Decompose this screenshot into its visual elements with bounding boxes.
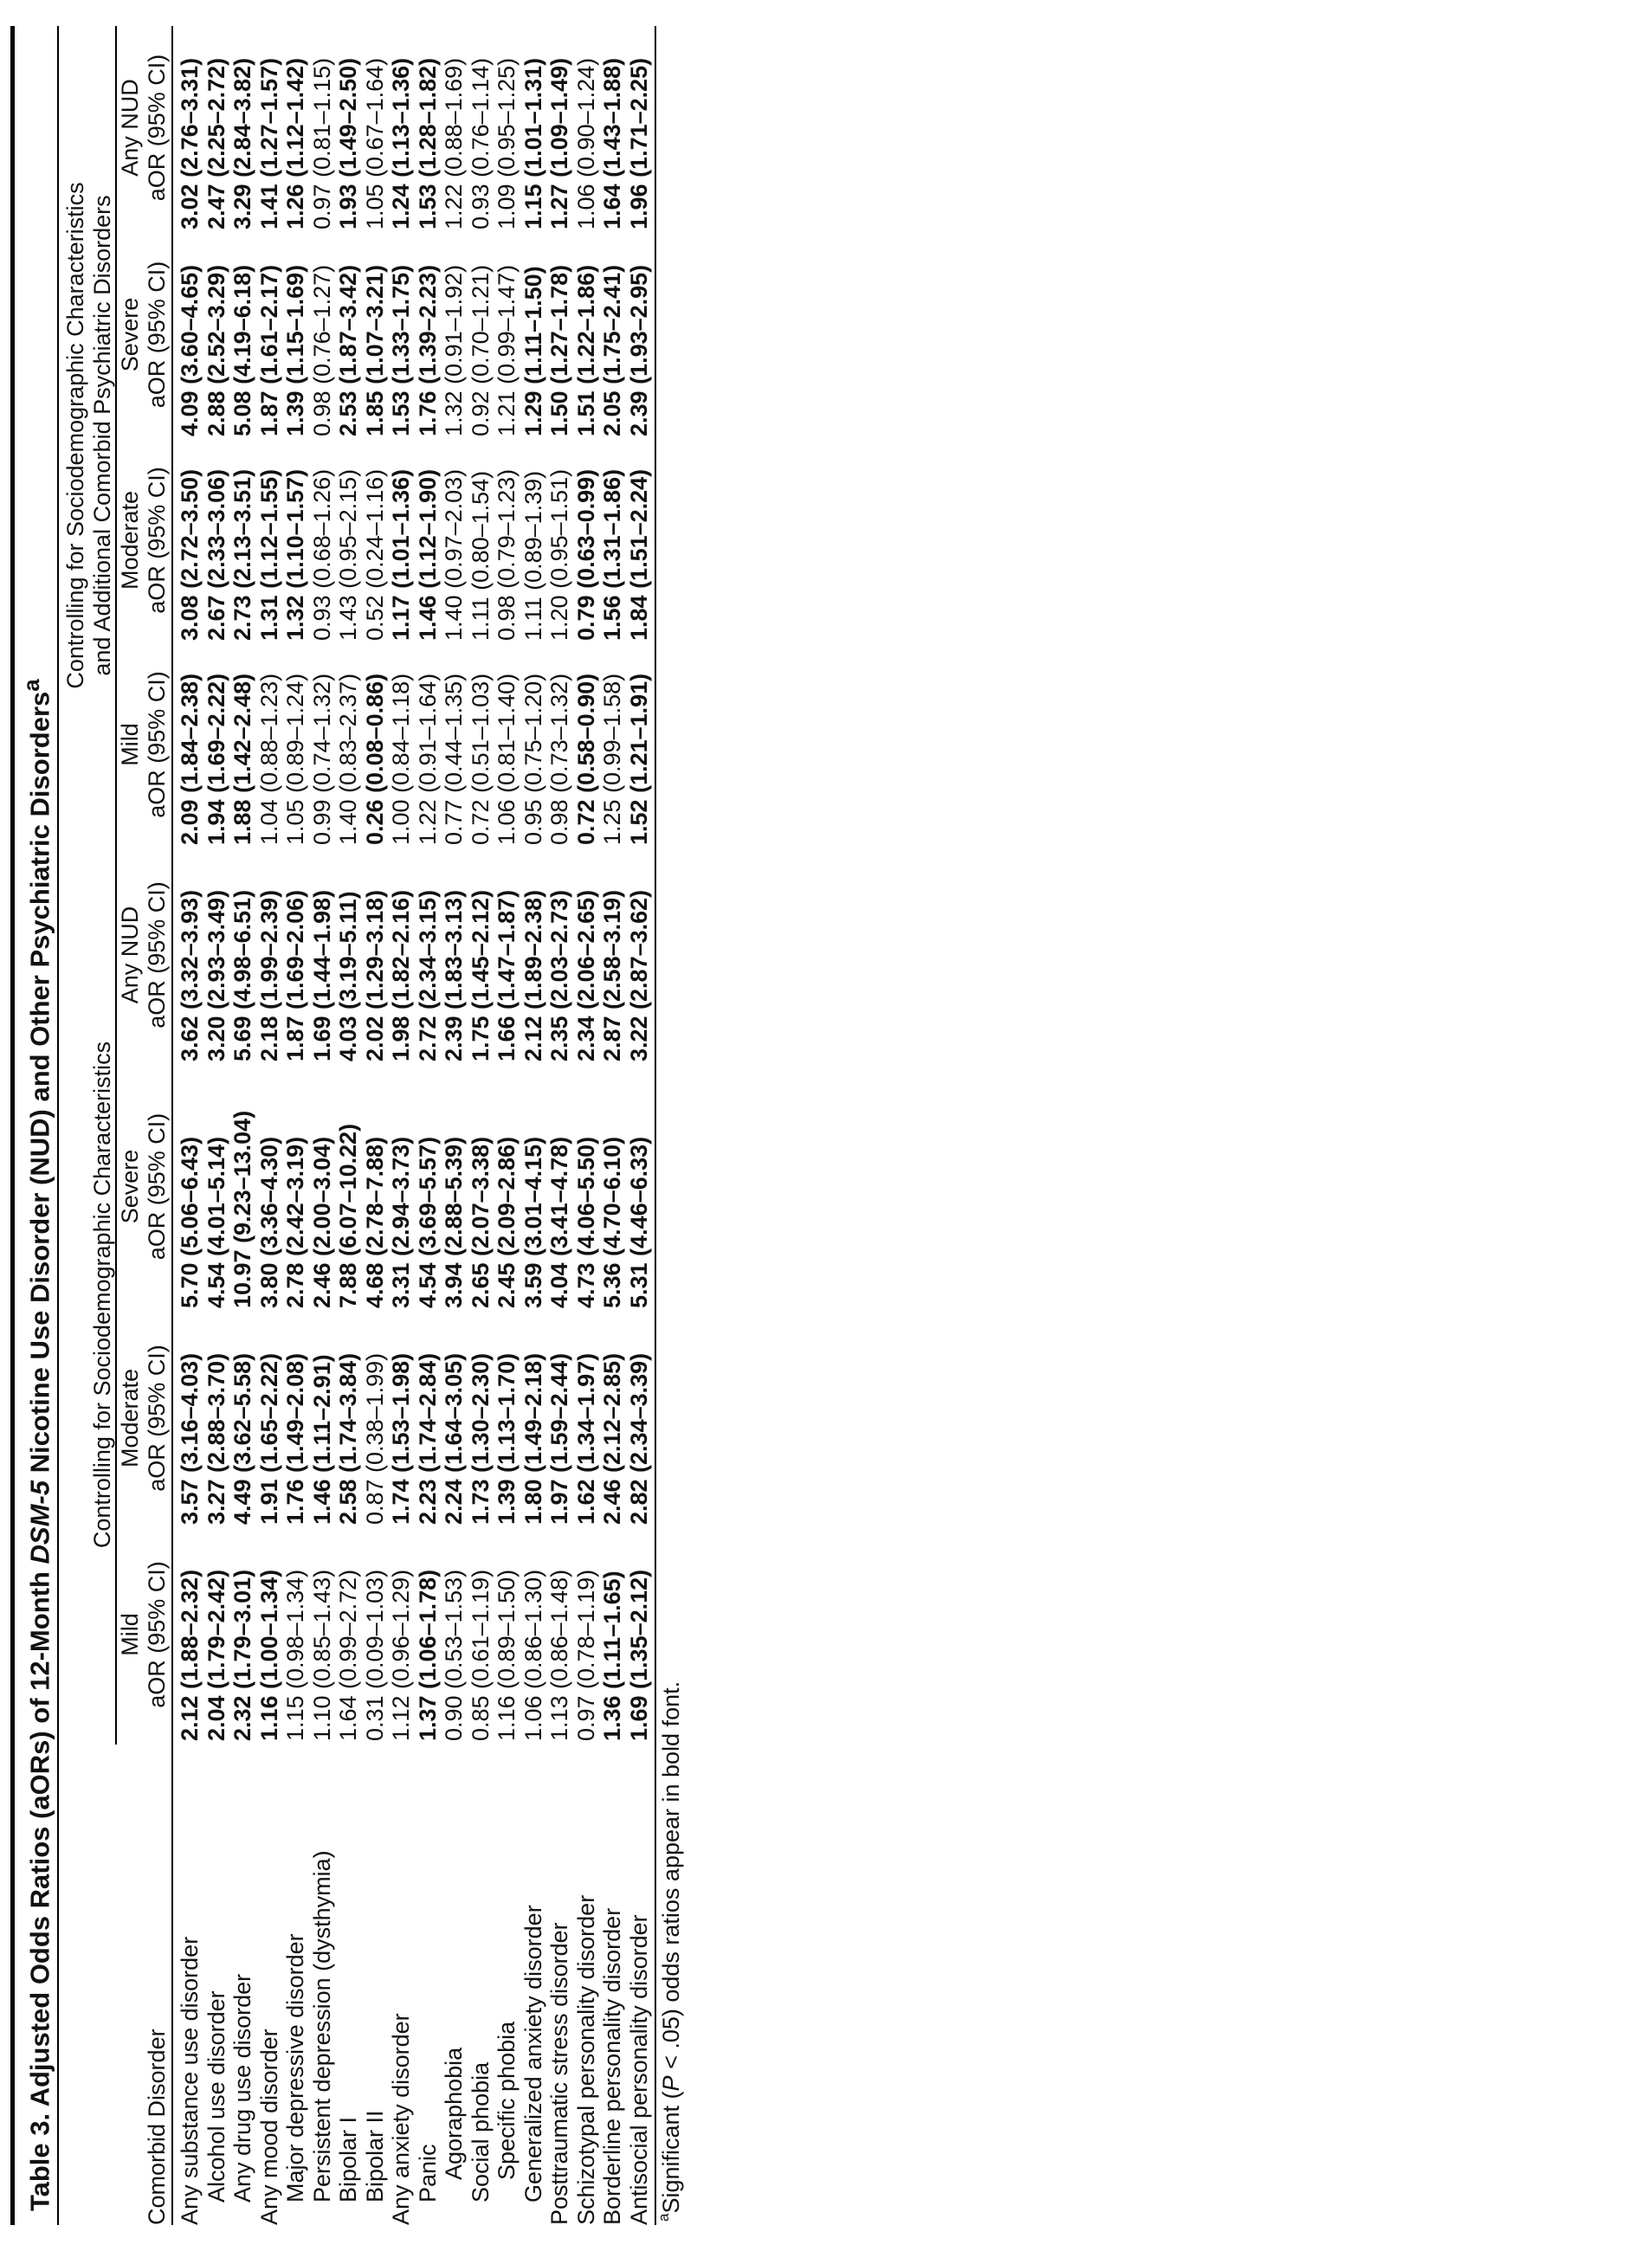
aor-value-cell: 3.57 (3.16–4.03) <box>177 1352 203 1525</box>
aor-value-cell: 4.54 (3.69–5.57) <box>414 1136 441 1308</box>
aor-value-cell: 1.15 (1.01–1.31) <box>519 57 546 229</box>
aor-value-cell: 1.11 (0.80–1.54) <box>467 470 494 641</box>
aor-value-cell: 1.10 (0.85–1.43) <box>308 1569 335 1741</box>
stat-header: aOR (95% CI) <box>144 848 173 1065</box>
disorder-name-cell: Any drug use disorder <box>229 1973 256 2203</box>
aor-value-cell: 4.54 (4.01–5.14) <box>203 1136 229 1308</box>
aor-value-cell: 1.06 (0.81–1.40) <box>494 673 520 845</box>
aor-value-cell: 0.52 (0.24–1.16) <box>361 468 388 641</box>
aor-value-cell: 2.73 (2.13–3.51) <box>229 468 256 641</box>
aor-value-cell: 7.88 (6.07–10.22) <box>335 1123 362 1308</box>
aor-value-cell: 1.20 (0.95–1.51) <box>546 468 573 641</box>
aor-value-cell: 2.18 (1.99–2.39) <box>255 889 282 1061</box>
aor-value-cell: 1.91 (1.65–2.22) <box>255 1352 282 1525</box>
aor-value-cell: 1.46 (1.12–1.90) <box>414 468 441 641</box>
aor-value-cell: 1.40 (0.97–2.03) <box>441 468 468 641</box>
aor-value-cell: 1.93 (1.49–2.50) <box>335 57 362 229</box>
table-row <box>599 26 626 2225</box>
aor-value-cell: 2.78 (2.42–3.19) <box>282 1136 309 1308</box>
disorder-name-cell: Bipolar I <box>335 2116 362 2203</box>
severity-header: Severe <box>117 1149 144 1224</box>
aor-value-cell: 0.97 (0.81–1.15) <box>308 57 335 229</box>
odds-ratio-table <box>59 26 656 2225</box>
aor-value-cell: 2.04 (1.79–2.42) <box>203 1569 229 1741</box>
aor-value-cell: 1.00 (0.84–1.18) <box>388 673 415 845</box>
disorder-name-cell: Agoraphobia <box>441 2047 468 2180</box>
aor-value-cell: 5.31 (4.46–6.33) <box>626 1065 656 1312</box>
aor-value-cell: 1.69 (1.44–1.98) <box>308 889 335 1061</box>
stat-header: aOR (95% CI) <box>144 233 173 440</box>
aor-value-cell: 1.66 (1.47–1.87) <box>494 889 520 1061</box>
aor-value-cell: 4.09 (3.60–4.65) <box>177 264 203 436</box>
aor-value-cell: 2.39 (1.83–3.13) <box>441 889 468 1061</box>
aor-value-cell: 0.90 (0.53–1.53) <box>441 1569 468 1741</box>
aor-value-cell: 2.53 (1.87–3.42) <box>335 264 362 436</box>
aor-value-cell: 1.40 (0.83–2.37) <box>335 673 362 845</box>
aor-value-cell: 1.17 (1.01–1.36) <box>388 468 415 641</box>
aor-value-cell: 1.43 (0.95–2.15) <box>335 468 362 641</box>
aor-value-cell: 1.05 (0.89–1.24) <box>282 673 309 845</box>
aor-value-cell: 0.72 (0.58–0.90) <box>572 673 599 845</box>
aor-value-cell: 2.46 (2.00–3.04) <box>308 1136 335 1308</box>
aor-value-cell: 3.59 (3.01–4.15) <box>519 1136 546 1308</box>
aor-value-cell: 1.26 (1.12–1.42) <box>282 57 309 229</box>
aor-value-cell: 1.73 (1.30–2.30) <box>467 1352 494 1525</box>
aor-value-cell: 2.72 (2.34–3.15) <box>414 889 441 1061</box>
aor-value-cell: 4.73 (4.06–5.50) <box>572 1136 599 1308</box>
aor-value-cell: 1.87 (1.69–2.06) <box>282 889 309 1061</box>
disorder-name-cell: Social phobia <box>467 2061 494 2203</box>
aor-value-cell: 1.27 (1.09–1.49) <box>546 57 573 229</box>
severity-header: Mild <box>117 723 144 766</box>
footnote-suffix: < .05) odds ratios appear in bold font. <box>658 1680 685 2076</box>
aor-value-cell: 0.93 (0.68–1.26) <box>308 468 335 641</box>
group-header-blank <box>59 1745 116 2225</box>
aor-value-cell: 2.24 (1.64–3.05) <box>441 1352 468 1525</box>
aor-value-cell: 2.12 (1.88–2.32) <box>177 1569 203 1741</box>
title-suffix: Nicotine Use Disorder (NUD) and Other Psychiatric Disorders <box>24 691 55 1481</box>
title-italic: DSM-5 <box>24 1480 55 1564</box>
table-row <box>203 26 230 2225</box>
aor-value-cell: 1.96 (1.71–2.25) <box>626 26 656 233</box>
aor-value-cell: 1.04 (0.88–1.23) <box>255 673 282 845</box>
aor-value-cell: 1.06 (0.86–1.30) <box>519 1569 546 1741</box>
aor-value-cell: 2.58 (1.74–3.84) <box>335 1352 362 1525</box>
title-footnote-mark: a <box>20 679 44 692</box>
aor-value-cell: 1.32 (0.91–1.92) <box>441 264 468 436</box>
aor-value-cell: 1.09 (0.95–1.25) <box>494 57 520 229</box>
aor-value-cell: 4.04 (3.41–4.78) <box>546 1136 573 1308</box>
severity-header: Severe <box>117 297 144 372</box>
aor-value-cell: 1.36 (1.11–1.65) <box>599 1571 626 1741</box>
aor-value-cell: 1.97 (1.59–2.44) <box>546 1352 573 1525</box>
table-row <box>335 26 362 2225</box>
group2-header <box>59 26 116 848</box>
disorder-name-cell: Any substance use disorder <box>177 1936 203 2225</box>
aor-value-cell: 1.76 (1.39–2.23) <box>414 264 441 436</box>
table-head <box>59 26 172 2225</box>
disorder-name-cell: Generalized anxiety disorder <box>519 1905 546 2203</box>
aor-value-cell: 2.23 (1.74–2.84) <box>414 1352 441 1525</box>
aor-value-cell: 4.03 (3.19–5.11) <box>335 891 362 1061</box>
aor-value-cell: 2.65 (2.07–3.38) <box>467 1136 494 1308</box>
disorder-name-cell: Alcohol use disorder <box>203 1990 229 2203</box>
disorder-name-cell: Antisocial personality disorder <box>626 1745 656 2225</box>
aor-value-cell: 1.80 (1.49–2.18) <box>519 1352 546 1525</box>
group2-line1: Controlling for Sociodemographic Characteristics <box>62 182 89 689</box>
aor-value-cell: 1.75 (1.45–2.12) <box>467 889 494 1061</box>
aor-value-cell: 2.32 (1.79–3.01) <box>229 1569 256 1741</box>
table-footnote <box>656 26 686 2225</box>
aor-value-cell: 2.12 (1.89–2.38) <box>519 889 546 1061</box>
aor-value-cell: 1.11 (0.89–1.39) <box>519 470 546 641</box>
aor-value-cell: 1.56 (1.31–1.86) <box>599 468 626 641</box>
aor-value-cell: 2.39 (1.93–2.95) <box>626 233 656 440</box>
aor-value-cell: 0.97 (0.78–1.19) <box>572 1569 599 1741</box>
aor-value-cell: 2.45 (2.09–2.86) <box>494 1136 520 1308</box>
aor-value-cell: 0.98 (0.76–1.27) <box>308 264 335 436</box>
aor-value-cell: 10.97 (9.23–13.04) <box>229 1110 256 1308</box>
disorder-name-cell: Bipolar II <box>361 2110 388 2203</box>
aor-value-cell: 2.09 (1.84–2.38) <box>177 673 203 845</box>
disorder-name-cell: Any anxiety disorder <box>388 2013 415 2225</box>
table-row <box>256 26 283 2225</box>
aor-value-cell: 0.98 (0.79–1.23) <box>494 468 520 641</box>
aor-value-cell: 1.29 (1.11–1.50) <box>519 266 546 436</box>
table-row <box>494 26 520 2225</box>
aor-value-cell: 0.98 (0.73–1.32) <box>546 673 573 845</box>
table-row <box>573 26 600 2225</box>
aor-value-cell: 3.29 (2.84–3.82) <box>229 57 256 229</box>
aor-value-cell: 1.37 (1.06–1.78) <box>414 1569 441 1741</box>
aor-value-cell: 1.52 (1.21–1.91) <box>626 644 656 848</box>
aor-value-cell: 1.41 (1.27–1.57) <box>255 57 282 229</box>
aor-value-cell: 1.24 (1.13–1.36) <box>388 57 415 229</box>
title-prefix: Table 3. Adjusted Odds Ratios (aORs) of 12-Month <box>24 1564 55 2211</box>
stat-header: aOR (95% CI) <box>144 26 173 233</box>
aor-value-cell: 3.80 (3.36–4.30) <box>255 1136 282 1308</box>
aor-value-cell: 0.31 (0.09–1.03) <box>361 1569 388 1741</box>
aor-value-cell: 1.94 (1.69–2.22) <box>203 673 229 845</box>
aor-value-cell: 1.12 (0.96–1.29) <box>388 1569 415 1741</box>
stat-header: aOR (95% CI) <box>144 644 173 848</box>
severity-header: Any NUD <box>117 906 144 1004</box>
aor-value-cell: 0.92 (0.70–1.21) <box>467 264 494 436</box>
row-label-header: Comorbid Disorder <box>144 1745 173 2225</box>
table-title <box>10 26 59 2225</box>
table-row <box>172 26 203 2225</box>
aor-value-cell: 3.20 (2.93–3.49) <box>203 889 229 1061</box>
table-row <box>441 26 468 2225</box>
aor-value-cell: 0.77 (0.44–1.35) <box>441 673 468 845</box>
aor-value-cell: 1.88 (1.42–2.48) <box>229 673 256 845</box>
severity-header: Any NUD <box>117 79 144 177</box>
aor-value-cell: 3.22 (2.87–3.62) <box>626 848 656 1065</box>
severity-header-blank <box>116 1745 144 2225</box>
aor-value-cell: 4.68 (2.78–7.88) <box>361 1136 388 1308</box>
stat-header: aOR (95% CI) <box>144 440 173 644</box>
table-row <box>362 26 389 2225</box>
aor-value-cell: 3.02 (2.76–3.31) <box>177 57 203 229</box>
aor-value-cell: 1.51 (1.22–1.86) <box>572 264 599 436</box>
aor-value-cell: 1.87 (1.61–2.17) <box>255 264 282 436</box>
aor-value-cell: 0.93 (0.76–1.14) <box>467 57 494 229</box>
aor-value-cell: 0.87 (0.38–1.99) <box>361 1352 388 1525</box>
aor-value-cell: 1.16 (0.89–1.50) <box>494 1569 520 1741</box>
footnote-prefix: Significant ( <box>658 2091 685 2214</box>
aor-value-cell: 1.69 (1.35–2.12) <box>626 1528 656 1745</box>
aor-value-cell: 0.85 (0.61–1.19) <box>467 1569 494 1741</box>
aor-value-cell: 1.25 (0.99–1.58) <box>599 673 626 845</box>
aor-value-cell: 1.21 (0.99–1.47) <box>494 264 520 436</box>
stat-header-row <box>144 26 173 2225</box>
aor-value-cell: 0.95 (0.75–1.20) <box>519 673 546 845</box>
aor-value-cell: 0.99 (0.74–1.32) <box>308 673 335 845</box>
table-row <box>415 26 442 2225</box>
aor-value-cell: 0.26 (0.08–0.86) <box>361 673 388 845</box>
group-header-row <box>59 26 116 2225</box>
table-row <box>309 26 336 2225</box>
aor-value-cell: 1.13 (0.86–1.48) <box>546 1569 573 1741</box>
aor-value-cell: 1.53 (1.33–1.75) <box>388 264 415 436</box>
aor-value-cell: 1.62 (1.34–1.97) <box>572 1352 599 1525</box>
aor-value-cell: 1.05 (0.67–1.64) <box>361 57 388 229</box>
aor-value-cell: 1.64 (0.99–2.72) <box>335 1569 362 1741</box>
aor-value-cell: 1.64 (1.43–1.88) <box>599 57 626 229</box>
table-row <box>520 26 547 2225</box>
table-row <box>282 26 309 2225</box>
table-container <box>10 26 686 2225</box>
aor-value-cell: 5.69 (4.98–6.51) <box>229 889 256 1061</box>
stat-header: aOR (95% CI) <box>144 1528 173 1745</box>
disorder-name-cell: Major depressive disorder <box>282 1933 309 2203</box>
aor-value-cell: 1.06 (0.90–1.24) <box>572 57 599 229</box>
aor-value-cell: 2.35 (2.03–2.73) <box>546 889 573 1061</box>
aor-value-cell: 1.15 (0.98–1.34) <box>282 1569 309 1741</box>
severity-header-row <box>116 26 144 2225</box>
aor-value-cell: 2.88 (2.52–3.29) <box>203 264 229 436</box>
aor-value-cell: 1.76 (1.49–2.08) <box>282 1352 309 1525</box>
severity-header: Moderate <box>117 490 144 590</box>
aor-value-cell: 2.46 (2.12–2.85) <box>599 1352 626 1525</box>
disorder-name-cell: Schizotypal personality disorder <box>572 1894 599 2225</box>
aor-value-cell: 1.53 (1.28–1.82) <box>414 57 441 229</box>
aor-value-cell: 1.16 (1.00–1.34) <box>255 1569 282 1741</box>
footnote-italic: P <box>658 2075 685 2092</box>
footnote-mark: a <box>655 2213 673 2222</box>
aor-value-cell: 1.31 (1.12–1.55) <box>255 468 282 641</box>
aor-value-cell: 3.62 (3.32–3.93) <box>177 889 203 1061</box>
group1-header: Controlling for Sociodemographic Characteristics <box>59 848 116 1745</box>
aor-value-cell: 1.32 (1.10–1.57) <box>282 468 309 641</box>
aor-value-cell: 2.05 (1.75–2.41) <box>599 264 626 436</box>
disorder-name-cell: Specific phobia <box>494 2021 520 2180</box>
aor-value-cell: 2.67 (2.33–3.06) <box>203 468 229 641</box>
aor-value-cell: 5.36 (4.70–6.10) <box>599 1136 626 1308</box>
aor-value-cell: 2.34 (2.06–2.65) <box>572 889 599 1061</box>
aor-value-cell: 3.94 (2.88–5.39) <box>441 1136 468 1308</box>
table-row <box>626 26 656 2225</box>
table-row <box>468 26 494 2225</box>
aor-value-cell: 3.27 (2.88–3.70) <box>203 1352 229 1525</box>
aor-value-cell: 2.02 (1.29–3.18) <box>361 889 388 1061</box>
severity-header: Moderate <box>117 1368 144 1468</box>
aor-value-cell: 0.72 (0.51–1.03) <box>467 673 494 845</box>
table-row <box>546 26 573 2225</box>
aor-value-cell: 1.39 (1.13–1.70) <box>494 1352 520 1525</box>
disorder-name-cell: Posttraumatic stress disorder <box>546 1922 573 2225</box>
aor-value-cell: 1.50 (1.27–1.78) <box>546 264 573 436</box>
aor-value-cell: 1.22 (0.88–1.69) <box>441 57 468 229</box>
aor-value-cell: 1.39 (1.15–1.69) <box>282 264 309 436</box>
stat-header: aOR (95% CI) <box>144 1312 173 1528</box>
aor-value-cell: 1.74 (1.53–1.98) <box>388 1352 415 1525</box>
stat-header: aOR (95% CI) <box>144 1065 173 1312</box>
severity-header: Mild <box>117 1613 144 1656</box>
aor-value-cell: 2.82 (2.34–3.39) <box>626 1312 656 1528</box>
aor-value-cell: 1.85 (1.07–3.21) <box>361 264 388 436</box>
table-row <box>229 26 256 2225</box>
disorder-name-cell: Any mood disorder <box>255 2028 282 2225</box>
aor-value-cell: 0.79 (0.63–0.99) <box>572 468 599 641</box>
disorder-name-cell: Persistent depression (dysthymia) <box>308 1850 335 2203</box>
aor-value-cell: 1.98 (1.82–2.16) <box>388 889 415 1061</box>
disorder-name-cell: Borderline personality disorder <box>599 1907 626 2225</box>
aor-value-cell: 3.08 (2.72–3.50) <box>177 468 203 641</box>
aor-value-cell: 1.84 (1.51–2.24) <box>626 440 656 644</box>
group2-line2: and Additional Comorbid Psychiatric Disorders <box>88 195 115 676</box>
aor-value-cell: 1.46 (1.11–2.91) <box>308 1354 335 1525</box>
table-body <box>172 26 655 2225</box>
table-row <box>388 26 415 2225</box>
aor-value-cell: 5.70 (5.06–6.43) <box>177 1136 203 1308</box>
aor-value-cell: 2.87 (2.58–3.19) <box>599 889 626 1061</box>
aor-value-cell: 5.08 (4.19–6.18) <box>229 264 256 436</box>
aor-value-cell: 4.49 (3.62–5.58) <box>229 1352 256 1525</box>
disorder-name-cell: Panic <box>414 2144 441 2203</box>
aor-value-cell: 3.31 (2.94–3.73) <box>388 1136 415 1308</box>
aor-value-cell: 1.22 (0.91–1.64) <box>414 673 441 845</box>
aor-value-cell: 2.47 (2.25–2.72) <box>203 57 229 229</box>
